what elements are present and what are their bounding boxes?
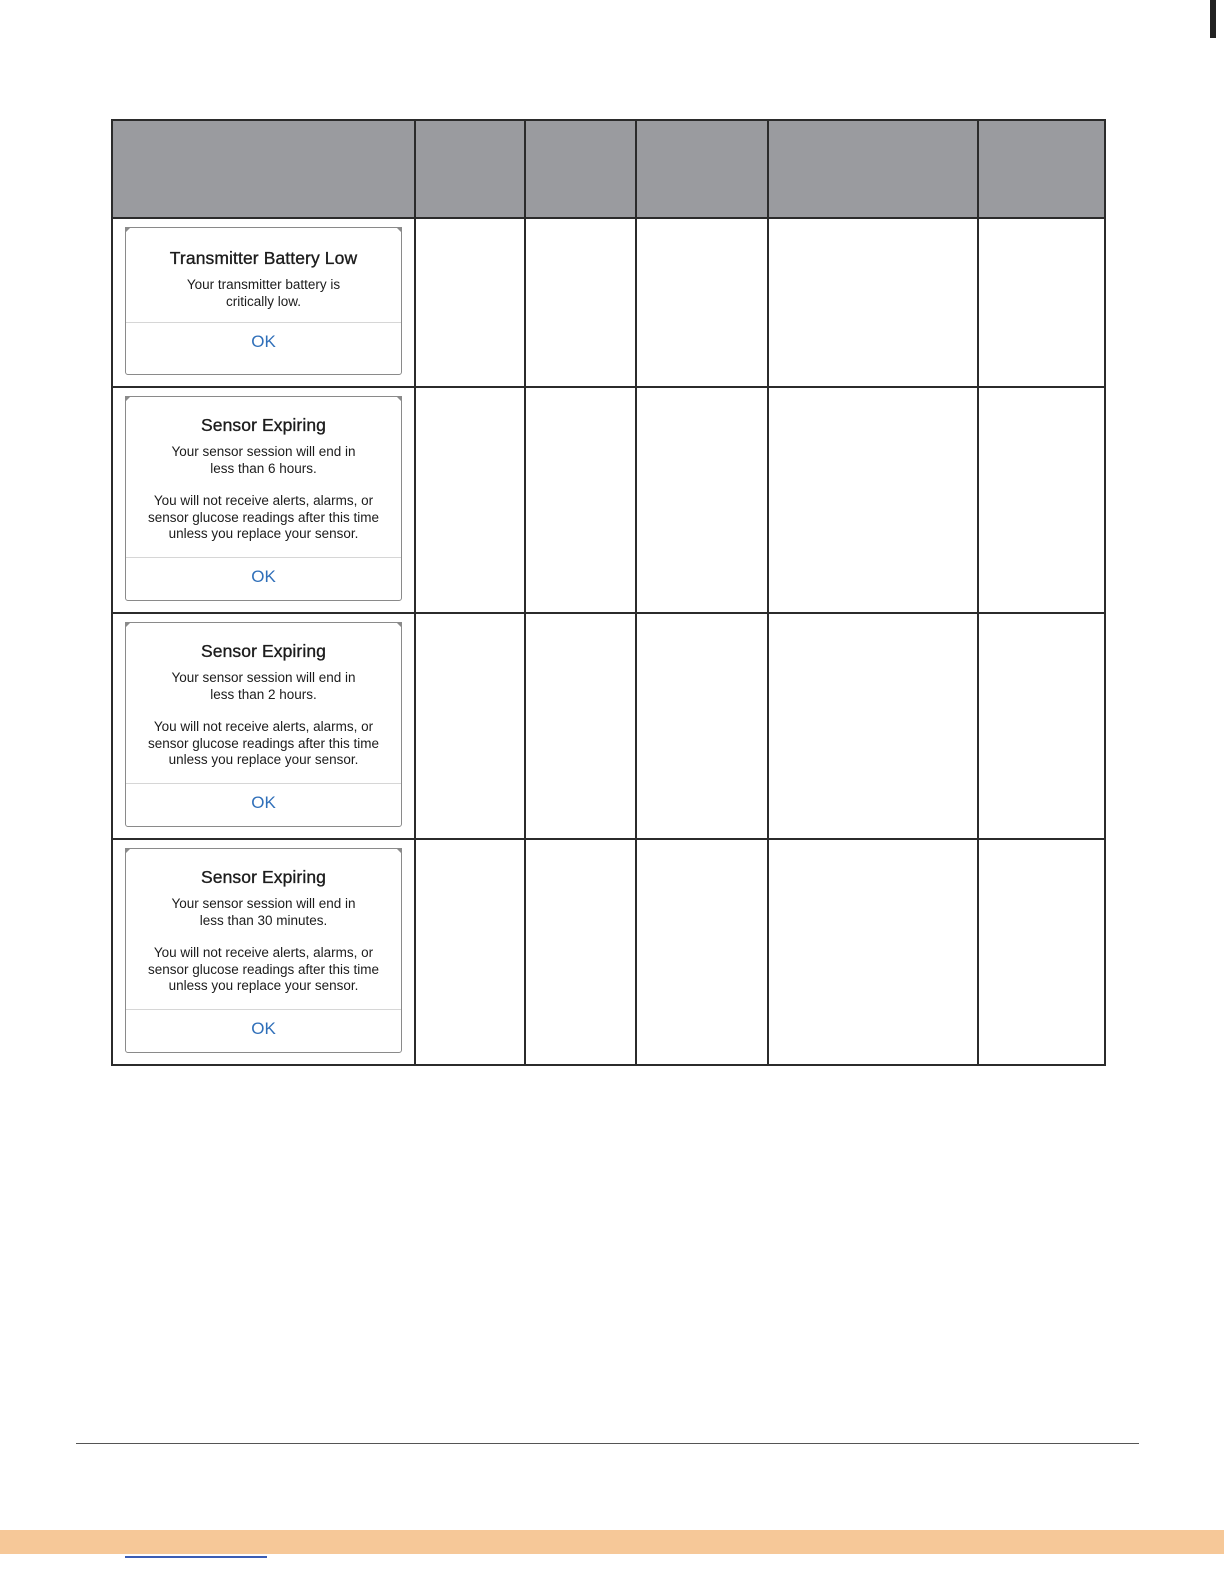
header-cell-4 bbox=[636, 120, 768, 218]
table-cell bbox=[978, 839, 1105, 1065]
ok-button[interactable]: OK bbox=[126, 557, 401, 596]
dialog-title: Transmitter Battery Low bbox=[169, 248, 358, 268]
dialog-detail: You will not receive alerts, alarms, or sensor glucose readings after this time unless you replace your sensor. bbox=[147, 719, 380, 767]
alert-screenshot-cell bbox=[112, 387, 415, 613]
alert-table bbox=[111, 119, 1106, 1066]
table-cell bbox=[768, 839, 978, 1065]
footer-divider bbox=[76, 1443, 1139, 1444]
table-cell bbox=[768, 613, 978, 839]
header-cell-3 bbox=[525, 120, 636, 218]
footer-link-underline bbox=[125, 1556, 267, 1558]
table-row bbox=[112, 613, 1105, 839]
table-cell bbox=[525, 218, 636, 387]
header-cell-2 bbox=[415, 120, 525, 218]
table-row bbox=[112, 218, 1105, 387]
table-row bbox=[112, 839, 1105, 1065]
table-cell bbox=[636, 613, 768, 839]
ok-button[interactable]: OK bbox=[126, 783, 401, 822]
dialog-title: Sensor Expiring bbox=[200, 867, 327, 887]
dialog-message: Your sensor session will end in less than 2 hours. bbox=[171, 670, 356, 702]
dialog-detail: You will not receive alerts, alarms, or sensor glucose readings after this time unless you replace your sensor. bbox=[147, 945, 380, 993]
table-header-row bbox=[112, 120, 1105, 218]
dialog-message: Your sensor session will end in less than 30 minutes. bbox=[171, 896, 356, 928]
footer-band bbox=[0, 1530, 1224, 1554]
alert-screenshot-cell bbox=[112, 218, 415, 387]
alert-screenshot-cell bbox=[112, 613, 415, 839]
ok-button[interactable]: OK bbox=[126, 322, 401, 361]
table-cell bbox=[636, 839, 768, 1065]
header-cell-6 bbox=[978, 120, 1105, 218]
ok-button[interactable]: OK bbox=[126, 1009, 401, 1048]
table-cell bbox=[415, 218, 525, 387]
table-cell bbox=[525, 613, 636, 839]
table-cell bbox=[636, 218, 768, 387]
table-cell bbox=[978, 613, 1105, 839]
table-row bbox=[112, 387, 1105, 613]
table-cell bbox=[978, 218, 1105, 387]
table-cell bbox=[415, 613, 525, 839]
table-cell bbox=[525, 839, 636, 1065]
alert-screenshot-cell bbox=[112, 839, 415, 1065]
table-cell bbox=[415, 387, 525, 613]
header-cell-5 bbox=[768, 120, 978, 218]
dialog-title: Sensor Expiring bbox=[200, 415, 327, 435]
header-cell-alert bbox=[112, 120, 415, 218]
table-cell bbox=[636, 387, 768, 613]
dialog-detail: You will not receive alerts, alarms, or sensor glucose readings after this time unless you replace your sensor. bbox=[147, 493, 380, 541]
dialog-message: Your sensor session will end in less than 6 hours. bbox=[171, 444, 356, 476]
dialog-message: Your transmitter battery is critically low. bbox=[186, 277, 341, 309]
table-cell bbox=[768, 218, 978, 387]
alert-dialog-sensor-expiring-2h bbox=[125, 622, 402, 827]
page-edge-mark bbox=[1210, 0, 1216, 38]
dialog-title: Sensor Expiring bbox=[200, 641, 327, 661]
alert-dialog-transmitter-battery-low bbox=[125, 227, 402, 375]
table-cell bbox=[525, 387, 636, 613]
table-cell bbox=[978, 387, 1105, 613]
alert-dialog-sensor-expiring-30m bbox=[125, 848, 402, 1053]
table-cell bbox=[768, 387, 978, 613]
table-cell bbox=[415, 839, 525, 1065]
alert-dialog-sensor-expiring-6h bbox=[125, 396, 402, 601]
